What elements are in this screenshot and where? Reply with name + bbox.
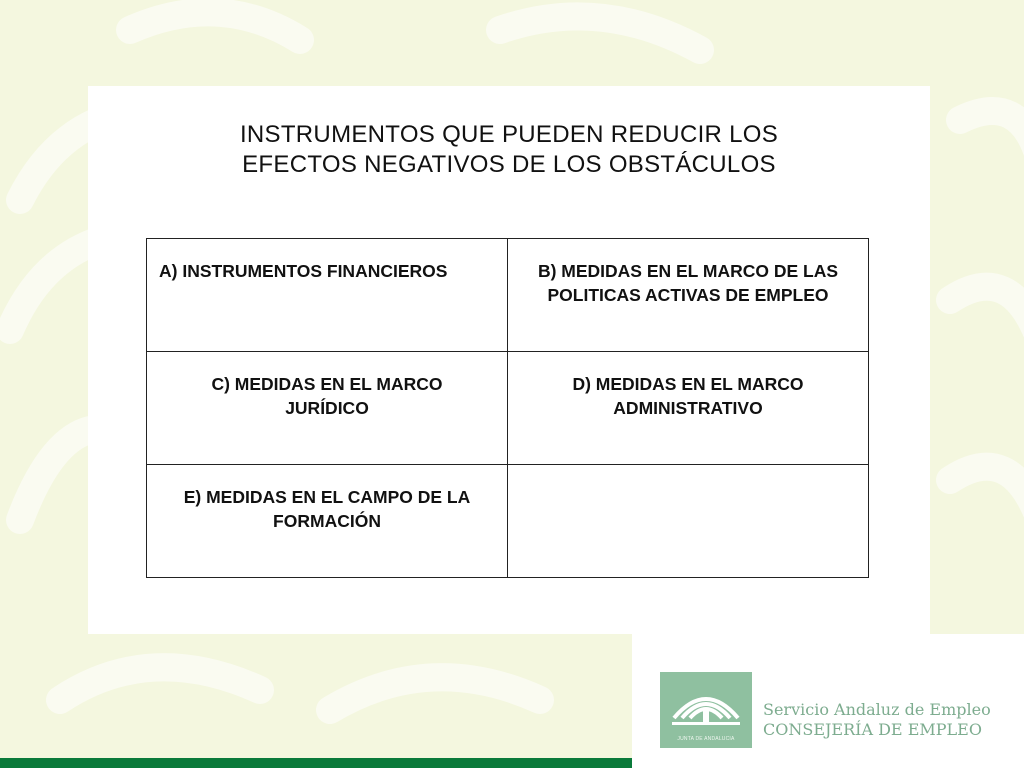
- cell-line: B) MEDIDAS EN EL MARCO DE LAS: [537, 261, 839, 281]
- table-row: [147, 239, 869, 352]
- junta-andalucia-logo: [660, 672, 752, 748]
- logo-caption: JUNTA DE ANDALUCIA: [677, 736, 735, 742]
- bottom-green-bar: [0, 758, 632, 768]
- table-cell-c: [147, 352, 508, 465]
- org-department: CONSEJERÍA DE EMPLEO: [763, 720, 982, 739]
- title-line-2: EFECTOS NEGATIVOS DE LOS OBSTÁCULOS: [242, 151, 776, 178]
- logo-area: [632, 634, 1024, 768]
- cell-line: JURÍDICO: [285, 398, 369, 418]
- cell-line: FORMACIÓN: [273, 511, 381, 531]
- org-name: Servicio Andaluz de Empleo: [763, 700, 991, 719]
- title-line-1: INSTRUMENTOS QUE PUEDEN REDUCIR LOS: [239, 121, 779, 148]
- slide-panel: [88, 86, 930, 634]
- cell-line: POLITICAS ACTIVAS DE EMPLEO: [547, 285, 829, 305]
- table-cell-e: [147, 465, 508, 578]
- cell-line: D) MEDIDAS EN EL MARCO: [572, 374, 804, 394]
- cell-line: C) MEDIDAS EN EL MARCO: [211, 374, 443, 394]
- table-cell-b: [508, 239, 869, 352]
- cell-line: ADMINISTRATIVO: [613, 398, 763, 418]
- cell-line: E) MEDIDAS EN EL CAMPO DE LA: [183, 487, 471, 507]
- cell-line: A) INSTRUMENTOS FINANCIEROS: [159, 261, 448, 281]
- table-cell-a: [147, 239, 508, 352]
- slide-title: [88, 120, 930, 180]
- table-row: [147, 465, 869, 578]
- table-cell-d: [508, 352, 869, 465]
- table-cell-empty: [508, 465, 869, 578]
- table-row: [147, 352, 869, 465]
- instruments-table: [146, 238, 869, 578]
